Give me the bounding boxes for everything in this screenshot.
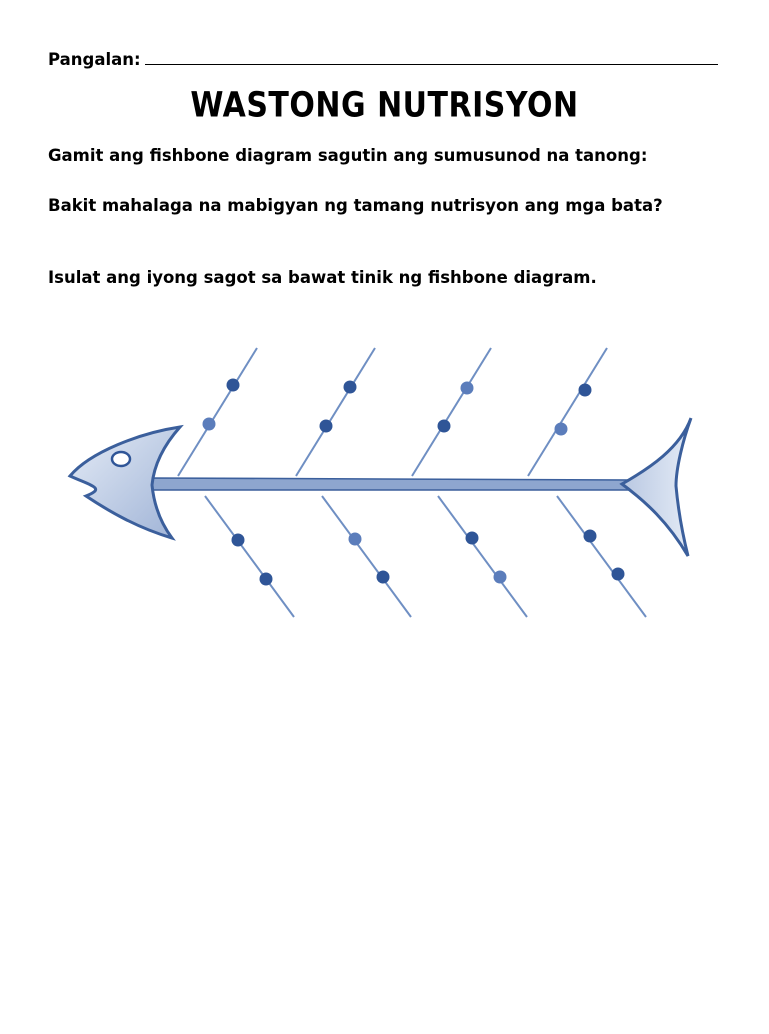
- answer-dot[interactable]: [260, 573, 273, 586]
- lower-dots: [232, 530, 625, 586]
- answer-dot[interactable]: [612, 568, 625, 581]
- bone-lower-2[interactable]: [322, 496, 411, 617]
- answer-dot[interactable]: [579, 384, 592, 397]
- worksheet-title: WASTONG NUTRISYON: [190, 85, 579, 126]
- answer-dot[interactable]: [203, 418, 216, 431]
- answer-dot[interactable]: [320, 420, 333, 433]
- bone-lower-3[interactable]: [438, 496, 527, 617]
- bone-lower-4[interactable]: [557, 496, 646, 617]
- answer-prompt-text: Isulat ang iyong sagot sa bawat tinik ng fishbone diagram.: [48, 268, 597, 287]
- bone-upper-1[interactable]: [178, 348, 257, 476]
- bone-upper-2[interactable]: [296, 348, 375, 476]
- answer-dot[interactable]: [438, 420, 451, 433]
- answer-dot[interactable]: [494, 571, 507, 584]
- name-label: Pangalan:: [48, 50, 141, 69]
- fish-spine: [150, 478, 630, 490]
- name-field-row: [48, 50, 718, 69]
- lower-bones: [205, 496, 646, 617]
- answer-dot[interactable]: [227, 379, 240, 392]
- answer-dot[interactable]: [349, 533, 362, 546]
- bone-upper-4[interactable]: [528, 348, 607, 476]
- answer-dot[interactable]: [555, 423, 568, 436]
- upper-dots: [203, 379, 592, 436]
- upper-bones: [178, 348, 607, 476]
- name-answer-line[interactable]: [145, 63, 718, 65]
- question-text: Bakit mahalaga na mabigyan ng tamang nutrisyon ang mga bata?: [48, 196, 663, 215]
- answer-dot[interactable]: [584, 530, 597, 543]
- answer-dot[interactable]: [461, 382, 474, 395]
- answer-dot[interactable]: [377, 571, 390, 584]
- answer-dot[interactable]: [232, 534, 245, 547]
- bone-lower-1[interactable]: [205, 496, 294, 617]
- fish-eye-icon: [112, 452, 130, 466]
- fish-tail-icon: [622, 418, 691, 556]
- answer-dot[interactable]: [466, 532, 479, 545]
- answer-dot[interactable]: [344, 381, 357, 394]
- instruction-text: Gamit ang fishbone diagram sagutin ang sumusunod na tanong:: [48, 146, 648, 165]
- bone-upper-3[interactable]: [412, 348, 491, 476]
- fishbone-diagram: [0, 330, 769, 630]
